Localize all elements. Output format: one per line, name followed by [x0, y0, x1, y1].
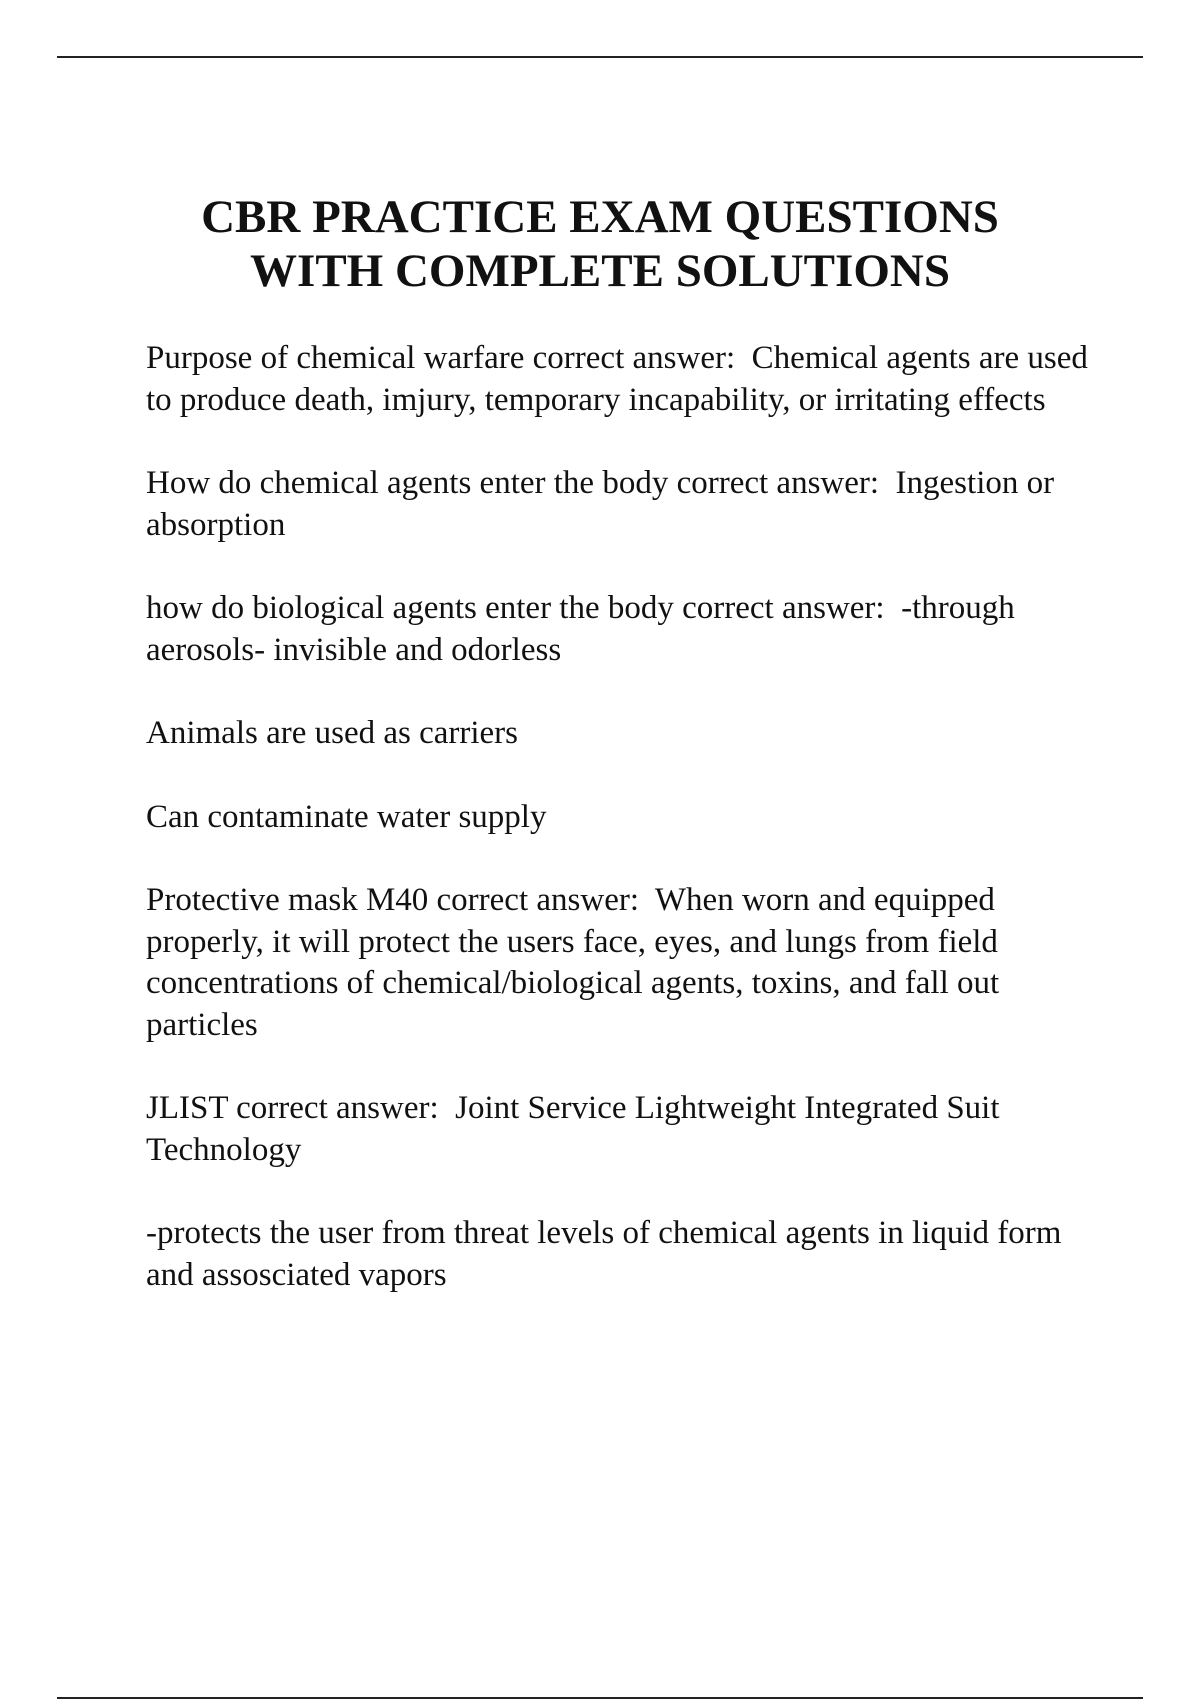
paragraph-chemical-agents-entry: How do chemical agents enter the body correct answer: Ingestion or absorption — [146, 465, 1063, 543]
footer-divider — [57, 1697, 1143, 1699]
paragraph-chemical-warfare-purpose: Purpose of chemical warfare correct answer: Chemical agents are used to produce death, imjury, temporary incapability, or irritating effects — [146, 340, 1097, 418]
paragraph-water-supply: Can contaminate water supply — [146, 798, 547, 835]
document-body — [146, 338, 1096, 1338]
page-title — [0, 190, 1200, 298]
paragraph-protective-mask-m40: Protective mask M40 correct answer: When worn and equipped properly, it will protect the users face, eyes, and lungs from field concentrations of chemical/biological agents, toxins, and fall out particles — [146, 882, 1008, 1043]
paragraph-jlist: JLIST correct answer: Joint Service Lightweight Integrated Suit Technology — [146, 1090, 1008, 1168]
page-title-line-2: WITH COMPLETE SOLUTIONS — [250, 245, 950, 297]
page-title-line-1: CBR PRACTICE EXAM QUESTIONS — [201, 191, 999, 243]
paragraph-animals-carriers: Animals are used as carriers — [146, 715, 519, 751]
paragraph-biological-agents-entry: how do biological agents enter the body correct answer: -through aerosols- invisible and odorless — [146, 590, 1023, 668]
header-divider — [57, 56, 1143, 58]
paragraph-jlist-protection: -protects the user from threat levels of chemical agents in liquid form and assosciated vapors — [146, 1215, 1070, 1293]
